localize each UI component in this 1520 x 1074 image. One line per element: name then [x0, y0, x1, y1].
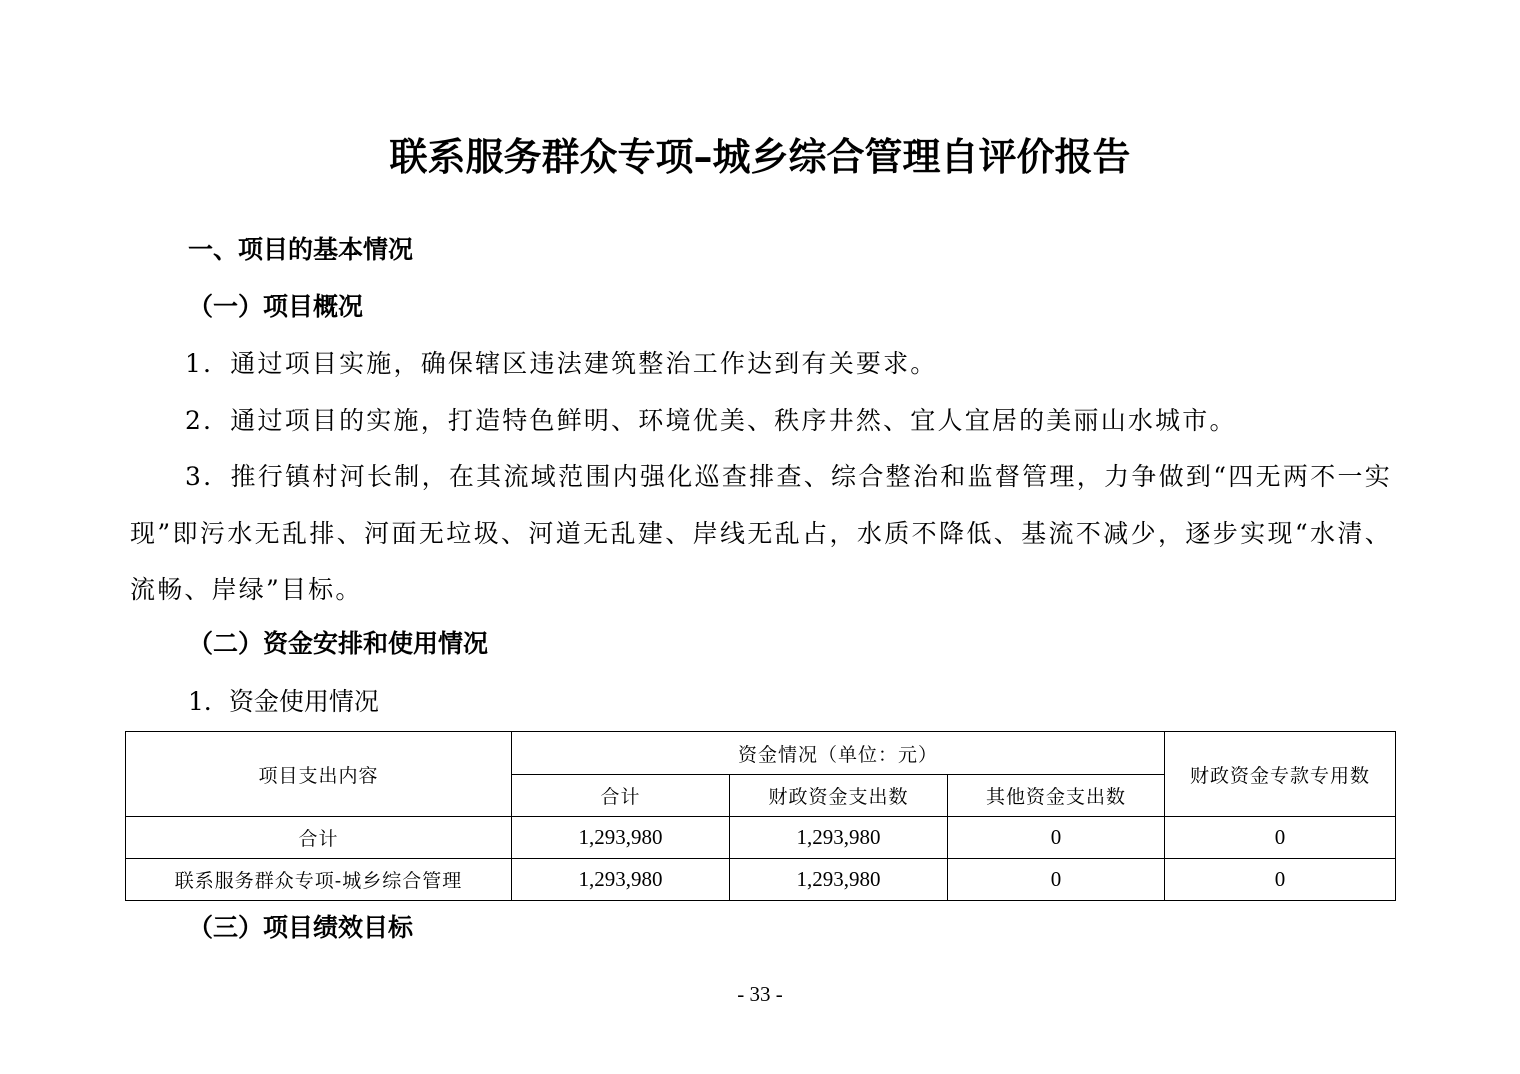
header-total: 合计 — [512, 775, 730, 817]
header-content: 项目支出内容 — [126, 732, 512, 817]
subsection-heading-overview: （一）项目概况 — [188, 292, 364, 321]
subsection-heading-performance: （三）项目绩效目标 — [188, 913, 414, 942]
overview-item-2: 2．通过项目的实施，打造特色鲜明、环境优美、秩序井然、宜人宜居的美丽山水城市。 — [185, 406, 1237, 435]
header-other: 其他资金支出数 — [948, 775, 1165, 817]
row-total: 1,293,980 — [512, 817, 730, 859]
header-special: 财政资金专款专用数 — [1165, 732, 1396, 817]
overview-item-3: 3．推行镇村河长制，在其流域范围内强化巡查排查、综合整治和监督管理，力争做到“四无两不一实现”即污水无乱排、河面无垃圾、河道无乱建、岸线无乱占，水质不降低、基流不减少，逐步实现“水清、流畅、岸绿”目标。 — [130, 462, 1392, 604]
funds-table — [125, 731, 1396, 901]
row-name: 联系服务群众专项-城乡综合管理 — [126, 859, 512, 901]
table-row — [126, 817, 1396, 859]
row-other: 0 — [948, 859, 1165, 901]
row-name: 合计 — [126, 817, 512, 859]
page-number: - 33 - — [737, 982, 783, 1006]
header-funds-group: 资金情况（单位：元） — [512, 732, 1165, 775]
funds-usage-heading: 1．资金使用情况 — [188, 687, 379, 716]
table-row — [126, 859, 1396, 901]
row-fiscal: 1,293,980 — [730, 817, 948, 859]
section-heading-basic-info: 一、项目的基本情况 — [188, 235, 414, 264]
row-special: 0 — [1165, 859, 1396, 901]
row-other: 0 — [948, 817, 1165, 859]
table-header-row — [126, 732, 1396, 775]
row-special: 0 — [1165, 817, 1396, 859]
row-fiscal: 1,293,980 — [730, 859, 948, 901]
overview-item-1: 1．通过项目实施，确保辖区违法建筑整治工作达到有关要求。 — [185, 349, 938, 378]
document-title: 联系服务群众专项–城乡综合管理自评价报告 — [389, 135, 1131, 179]
row-total: 1,293,980 — [512, 859, 730, 901]
subsection-heading-funds: （二）资金安排和使用情况 — [188, 629, 489, 658]
header-fiscal: 财政资金支出数 — [730, 775, 948, 817]
